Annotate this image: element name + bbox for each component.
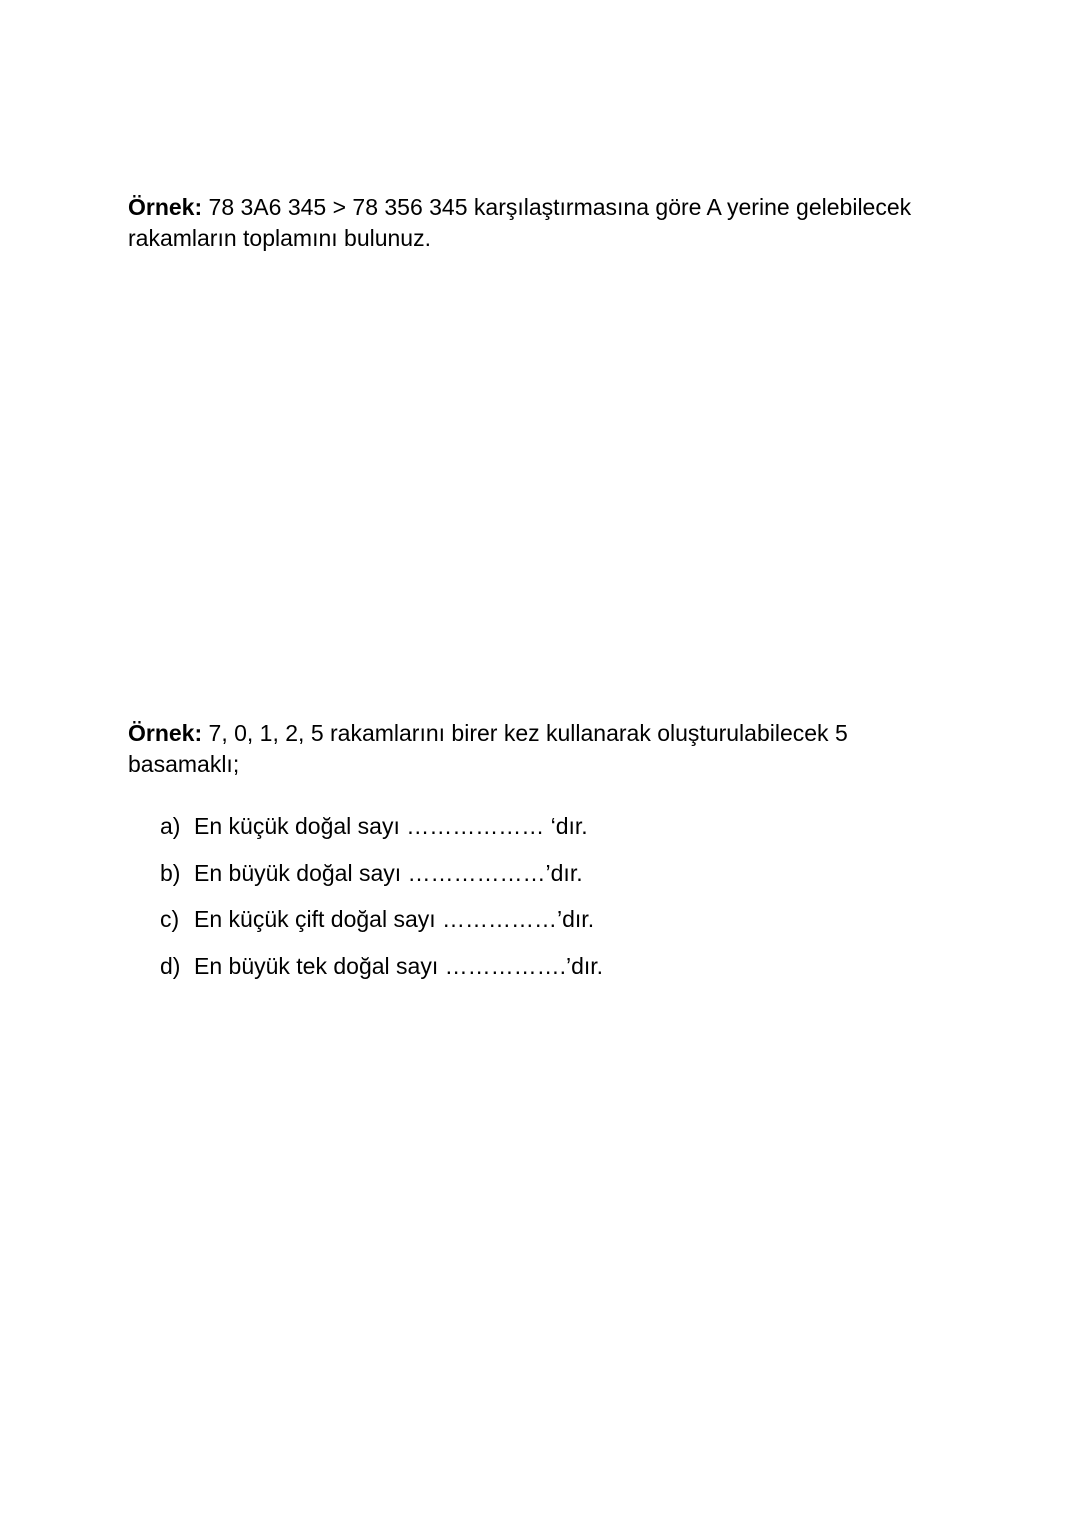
option-c <box>160 904 603 951</box>
option-letter: c) <box>160 906 180 932</box>
option-a <box>160 811 603 858</box>
option-letter: a) <box>160 813 181 839</box>
example-1 <box>128 192 948 254</box>
example-2-options <box>160 811 603 997</box>
option-text: En küçük doğal sayı ……………… ‘dır. <box>194 813 588 839</box>
example-2 <box>128 718 948 780</box>
option-text: En büyük tek doğal sayı …………….’dır. <box>194 952 604 979</box>
option-b <box>160 858 603 905</box>
example-1-question: 78 3A6 345 > 78 356 345 karşılaştırmasına göre A yerine gelebilecek rakamların toplamını bulunuz. <box>128 194 912 251</box>
option-d <box>160 951 603 998</box>
option-text: En küçük çift doğal sayı ……………’dır. <box>194 906 595 932</box>
option-text: En büyük doğal sayı ………………’dır. <box>194 859 583 886</box>
example-1-label: Örnek: <box>128 194 203 220</box>
example-2-question: 7, 0, 1, 2, 5 rakamlarını birer kez kullanarak oluşturulabilecek 5 basamaklı; <box>128 720 848 777</box>
example-2-label: Örnek: <box>128 720 203 746</box>
option-letter: d) <box>160 952 181 979</box>
option-letter: b) <box>160 859 181 886</box>
